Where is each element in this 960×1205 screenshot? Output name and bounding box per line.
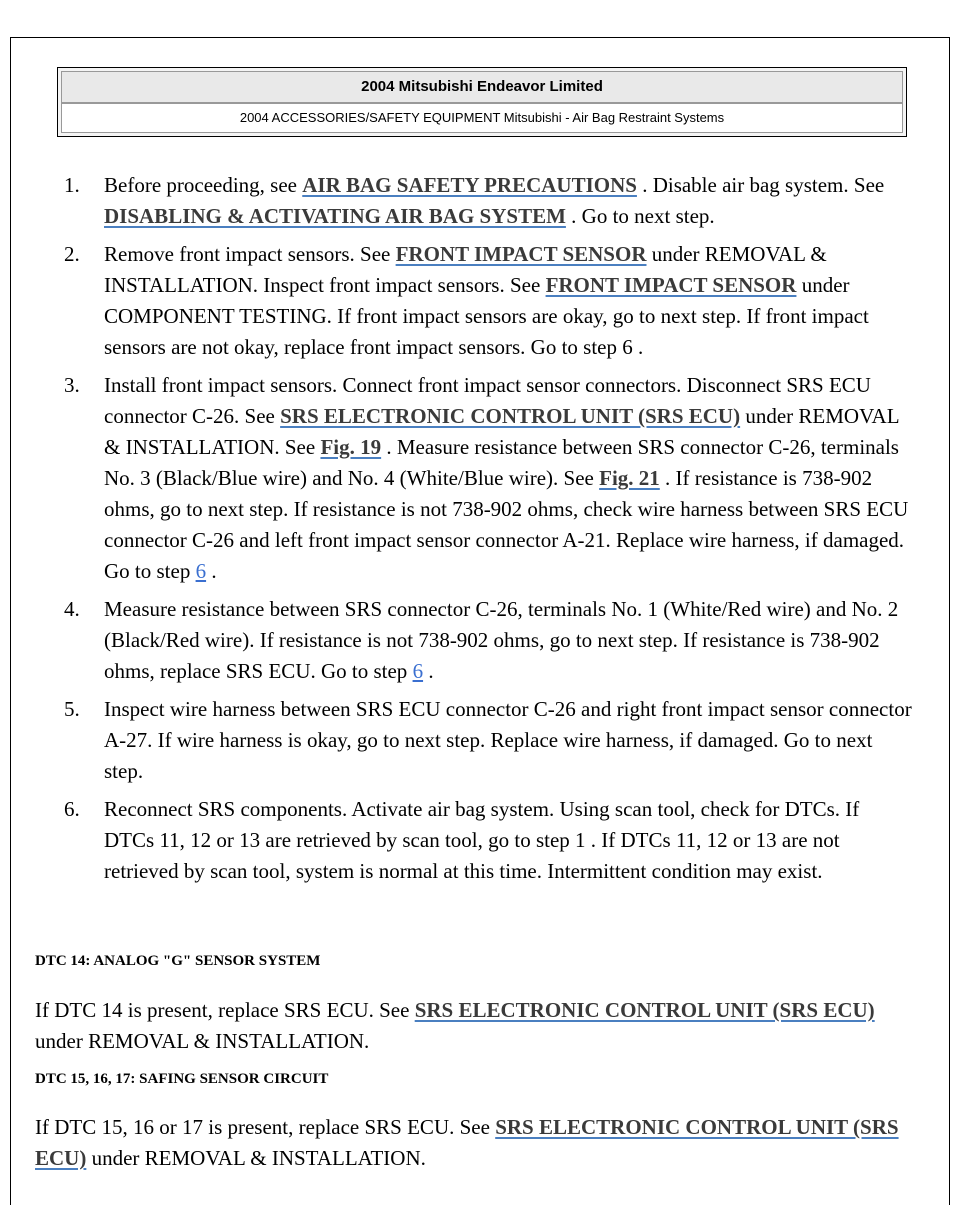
step-text: under COMPONENT TESTING. If front impact sensors are okay, go to next step. If front impact sensors are not okay, replace front impact sensors. Go to step 6 . [104,273,869,359]
step-3 [64,370,914,587]
step-text: under REMOVAL & INSTALLATION. Inspect front impact sensors. See [104,242,827,297]
step-2 [64,239,914,363]
step-text: Remove front impact sensors. See [104,242,396,266]
step-text: . [206,559,217,583]
paragraph-text: under REMOVAL & INSTALLATION. [35,1029,370,1053]
step-number: 6. [64,797,80,821]
step-1 [64,170,914,232]
xref-srs-ecu[interactable]: SRS ELECTRONIC CONTROL UNIT (SRS ECU) [414,998,875,1022]
step-number: 4. [64,597,80,621]
step-text: . Disable air bag system. See [636,173,885,197]
dtc15-paragraph [35,1112,915,1174]
xref-front-impact-sensor-removal[interactable]: FRONT IMPACT SENSOR [395,242,647,266]
section-heading-dtc15: DTC 15, 16, 17: SAFING SENSOR CIRCUIT [35,1071,329,1087]
step-6 [64,794,914,887]
step-text: . Measure resistance between SRS connector C-26, terminals No. 3 (Black/Blue wire) and No. 4 (White/Blue wire). See [104,435,899,490]
xref-airbag-safety-precautions[interactable]: AIR BAG SAFETY PRECAUTIONS [302,173,637,197]
step-4 [64,594,914,687]
paragraph-text: under REMOVAL & INSTALLATION. [86,1146,426,1170]
step-text: Before proceeding, see [104,173,303,197]
step-text: . If resistance is 738-902 ohms, go to next step. If resistance is not 738-902 ohms, check wire harness between SRS ECU connector C-26 and left front impact sensor connector A-21. Replace wire harness, if damaged. Go to step [104,466,909,583]
step-text: under REMOVAL & INSTALLATION. See [104,404,899,459]
step-number: 5. [64,697,80,721]
xref-front-impact-sensor-testing[interactable]: FRONT IMPACT SENSOR [545,273,797,297]
document-subtitle: 2004 ACCESSORIES/SAFETY EQUIPMENT Mitsubishi - Air Bag Restraint Systems [61,103,903,133]
step-number: 3. [64,373,80,397]
link-step-6[interactable]: 6 [195,559,207,583]
step-text: Measure resistance between SRS connector C-26, terminals No. 1 (White/Red wire) and No. 2 (Black/Red wire). If resistance is not 738-902 ohms, go to next step. If resistance is 738-902 ohms, replace SRS ECU. Go to step [104,597,899,683]
xref-disabling-activating[interactable]: DISABLING & ACTIVATING AIR BAG SYSTEM [104,204,566,228]
xref-srs-ecu[interactable]: SRS ELECTRONIC CONTROL UNIT (SRS ECU) [280,404,741,428]
document-title: 2004 Mitsubishi Endeavor Limited [61,71,903,103]
step-5 [64,694,914,787]
step-text: Inspect wire harness between SRS ECU connector C-26 and right front impact sensor connector A-27. If wire harness is okay, go to next step. Replace wire harness, if damaged. Go to next step. [104,697,912,783]
paragraph-text: If DTC 15, 16 or 17 is present, replace SRS ECU. See [35,1115,496,1139]
link-step-6[interactable]: 6 [412,659,424,683]
step-text: . [423,659,434,683]
xref-fig-19[interactable]: Fig. 19 [320,435,382,459]
dtc14-paragraph [35,995,915,1057]
xref-srs-ecu[interactable]: SRS ELECTRONIC CONTROL UNIT (SRS ECU) [35,1115,899,1170]
step-number: 2. [64,242,80,266]
step-number: 1. [64,173,80,197]
xref-fig-21[interactable]: Fig. 21 [599,466,660,490]
section-heading-dtc14: DTC 14: ANALOG "G" SENSOR SYSTEM [35,953,321,969]
document-header [57,67,907,137]
step-text: . Go to next step. [565,204,715,228]
step-text: Reconnect SRS components. Activate air bag system. Using scan tool, check for DTCs. If DTCs 11, 12 or 13 are retrieved by scan tool, go to step 1 . If DTCs 11, 12 or 13 are not retrieved by scan tool, system is normal at this time. Intermittent condition may exist. [104,797,860,883]
step-text: Install front impact sensors. Connect front impact sensor connectors. Disconnect SRS ECU connector C-26. See [104,373,871,428]
paragraph-text: If DTC 14 is present, replace SRS ECU. See [35,998,415,1022]
procedure-steps [64,170,914,894]
